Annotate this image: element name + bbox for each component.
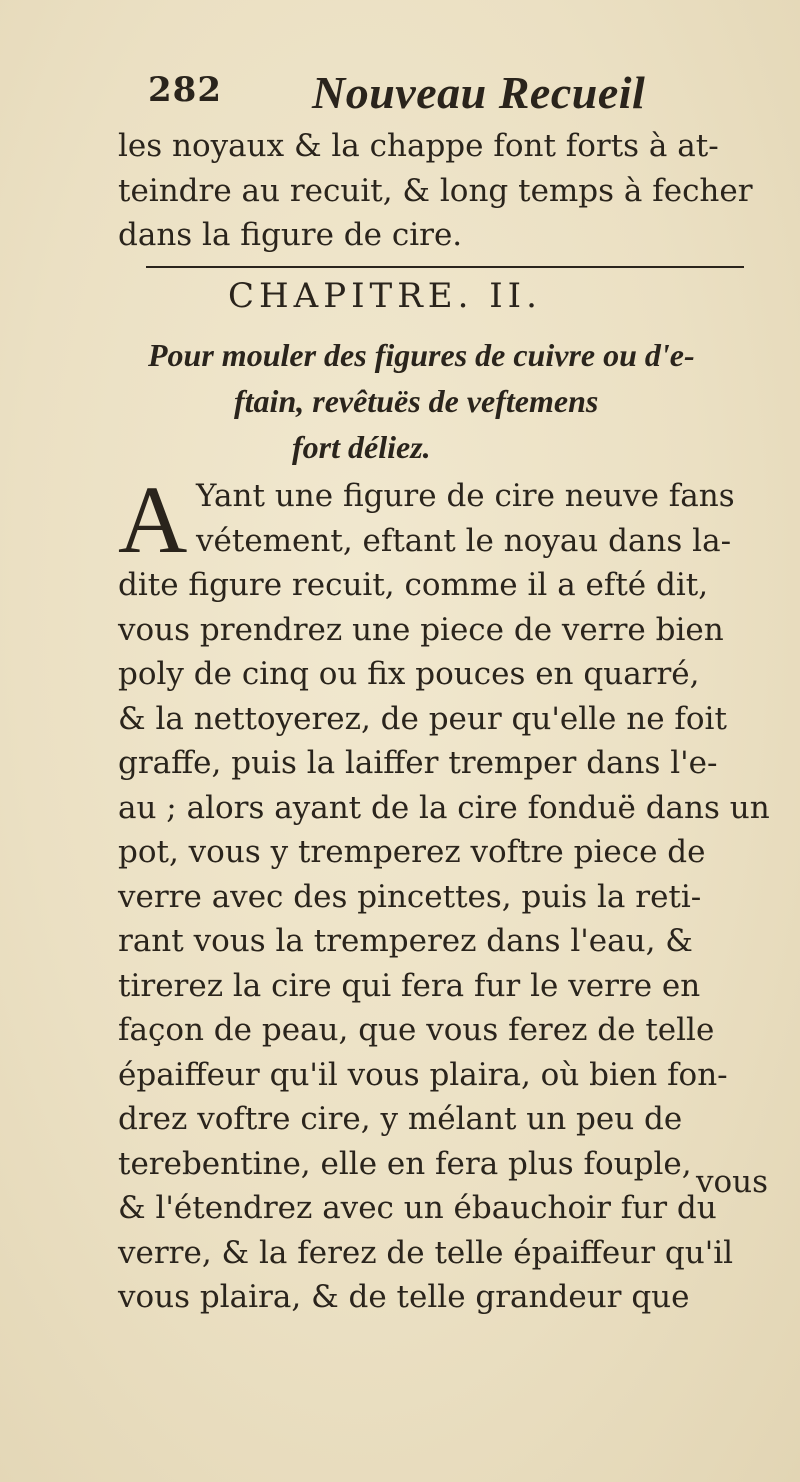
- text-line: verre avec des pincettes, puis la reti-: [118, 878, 702, 915]
- text-line: vous prendrez une piece de verre bien: [118, 611, 724, 648]
- text-line: dite figure recuit, comme il a efté dit,: [118, 567, 709, 603]
- text-line: & l'étendrez avec un ébauchoir fur du: [118, 1190, 717, 1226]
- text-line: terebentine, elle en fera plus fouple,: [118, 1145, 692, 1182]
- text-line: teindre au recuit, & long temps à fecher: [118, 172, 753, 209]
- text-line: vous plaira, & de telle grandeur que: [118, 1279, 690, 1315]
- page-number: 282: [148, 70, 222, 110]
- text-line: pot, vous y tremperez voftre piece de: [118, 834, 706, 870]
- text-line: façon de peau, que vous ferez de telle: [118, 1012, 715, 1048]
- intro-text: [118, 124, 778, 258]
- chapter-title-line: fort déliez.: [292, 429, 431, 465]
- catchword: vous: [696, 1164, 769, 1200]
- text-line: Yant une figure de cire neuve fans: [196, 478, 735, 514]
- text-line: verre, & la ferez de telle épaiffeur qu'il: [118, 1234, 734, 1271]
- text-line: poly de cinq ou fix pouces en quarré,: [118, 656, 700, 692]
- text-line: au ; alors ayant de la cire fonduë dans un: [118, 789, 770, 826]
- text-line: vétement, eftant le noyau dans la-: [196, 522, 732, 559]
- chapter-title-line: Pour mouler des figures de cuivre ou d'e-: [148, 337, 695, 373]
- text-line: rant vous la tremperez dans l'eau, &: [118, 923, 693, 959]
- chapter-title-line: ftain, revêtuës de veftemens: [234, 383, 599, 419]
- paragraph: [118, 466, 778, 1320]
- chapter-title: [148, 332, 695, 470]
- text-line: graffe, puis la laiffer tremper dans l'e-: [118, 745, 718, 781]
- text-line: drez voftre cire, y mélant un peu de: [118, 1101, 683, 1137]
- text-line: & la nettoyerez, de peur qu'elle ne foit: [118, 700, 727, 737]
- running-title: Nouveau Recueil: [312, 67, 646, 118]
- text-line: les noyaux & la chappe font forts à at-: [118, 128, 719, 164]
- drop-cap: A: [118, 466, 188, 573]
- chapter-heading: CHAPITRE. II.: [228, 276, 542, 316]
- text-line: tirerez la cire qui fera fur le verre en: [118, 967, 701, 1004]
- text-line: épaiffeur qu'il vous plaira, où bien fon-: [118, 1056, 728, 1093]
- separator-rule: [146, 266, 744, 268]
- page-header: [148, 66, 708, 122]
- text-line: dans la figure de cire.: [118, 217, 463, 253]
